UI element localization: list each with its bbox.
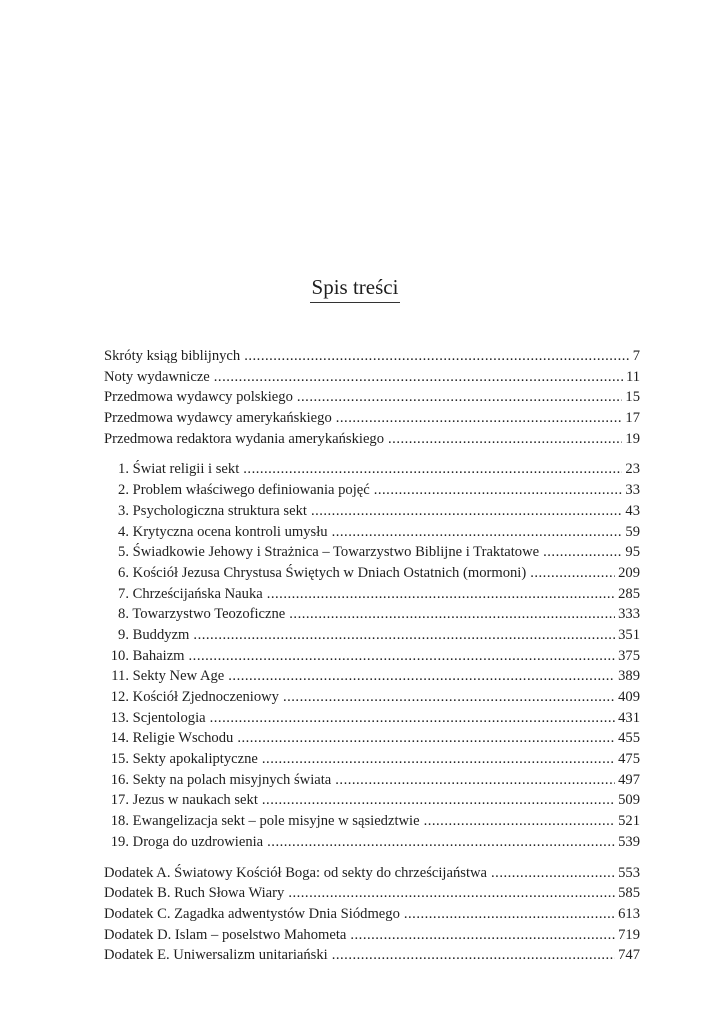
toc-page: 15 <box>625 389 640 406</box>
toc-leader <box>193 625 615 646</box>
toc-page: 19 <box>625 430 640 447</box>
chapter-number: 4. <box>118 523 129 540</box>
toc-label: Droga do uzdrowienia <box>132 833 264 850</box>
toc-leader <box>289 604 615 625</box>
toc-leader <box>311 501 622 522</box>
toc-label: Świadkowie Jehowy i Strażnica – Towarzystwo Biblijne i Traktatowe <box>132 544 540 561</box>
toc-page: 389 <box>618 668 640 685</box>
chapter-number: 5. <box>118 544 129 561</box>
toc-row[interactable] <box>104 925 640 946</box>
chapter-number: 17. <box>110 792 129 809</box>
toc-leader <box>244 346 629 367</box>
toc-label: Bahaizm <box>132 647 185 664</box>
page-title: Spis treści <box>310 274 401 303</box>
toc-page: 455 <box>618 730 640 747</box>
toc-label: Ewangelizacja sekt – pole misyjne w sąsiedztwie <box>132 813 420 830</box>
toc-row[interactable] <box>104 728 640 749</box>
chapter-number: 9. <box>118 626 129 643</box>
toc-label: Scjentologia <box>132 709 206 726</box>
toc-row[interactable] <box>104 790 640 811</box>
toc-row[interactable] <box>104 604 640 625</box>
chapter-number: 18. <box>110 813 129 830</box>
toc-leader <box>237 728 615 749</box>
toc-leader <box>288 883 615 904</box>
toc-row[interactable] <box>104 832 640 853</box>
toc-leader <box>210 708 615 729</box>
toc-page: 553 <box>618 864 640 881</box>
toc-row[interactable] <box>104 666 640 687</box>
toc-leader <box>262 790 615 811</box>
toc-label: Buddyzm <box>132 626 190 643</box>
toc-row[interactable] <box>104 770 640 791</box>
toc-leader <box>228 666 615 687</box>
toc-page: 7 <box>632 348 640 364</box>
toc-row[interactable] <box>104 387 640 408</box>
toc-label: Jezus w naukach sekt <box>132 792 258 809</box>
toc-page: 33 <box>625 482 640 499</box>
toc-page: 351 <box>618 626 640 643</box>
toc-leader <box>424 811 616 832</box>
toc-leader <box>262 749 615 770</box>
toc-leader <box>404 904 615 925</box>
toc-leader <box>374 480 623 501</box>
toc-leader <box>214 367 623 388</box>
toc-row[interactable] <box>104 522 640 543</box>
chapter-number: 14. <box>110 730 129 747</box>
chapter-number: 6. <box>118 564 129 581</box>
toc-label: Noty wydawnicze <box>104 368 210 385</box>
toc-page: 17 <box>625 410 640 427</box>
toc-appendices <box>104 863 640 966</box>
toc-front-matter <box>104 346 640 449</box>
toc-row[interactable] <box>104 883 640 904</box>
toc-page: 409 <box>618 689 640 705</box>
toc-label: Dodatek E. Uniwersalizm unitariański <box>104 947 328 964</box>
chapter-number: 15. <box>110 751 129 768</box>
toc-row[interactable] <box>104 646 640 667</box>
toc-label: Sekty New Age <box>132 668 225 685</box>
toc-row[interactable] <box>104 408 640 429</box>
toc-label: Przedmowa wydawcy amerykańskiego <box>104 410 332 427</box>
toc-label: Dodatek C. Zagadka adwentystów Dnia Siódmego <box>104 905 400 922</box>
toc-label: Świat religii i sekt <box>132 461 240 478</box>
toc-label: Kościół Zjednoczeniowy <box>132 689 279 705</box>
toc-label: Psychologiczna struktura sekt <box>132 502 307 519</box>
toc-page: 95 <box>625 544 640 561</box>
toc-label: Dodatek B. Ruch Słowa Wiary <box>104 885 285 902</box>
chapter-number: 13. <box>110 709 129 726</box>
toc-leader <box>283 687 615 708</box>
toc-leader <box>332 522 623 543</box>
toc-leader <box>543 542 622 563</box>
toc-page: 719 <box>618 926 640 943</box>
table-of-contents <box>104 346 640 966</box>
toc-page: 285 <box>618 585 640 602</box>
toc-leader <box>530 563 615 584</box>
toc-page: 585 <box>618 885 640 902</box>
toc-row[interactable] <box>104 501 640 522</box>
toc-leader <box>335 770 615 791</box>
toc-page: 475 <box>618 751 640 768</box>
chapter-number: 7. <box>118 585 129 602</box>
toc-label: Przedmowa redaktora wydania amerykańskiego <box>104 430 385 447</box>
toc-row[interactable] <box>104 367 640 388</box>
toc-row[interactable] <box>104 904 640 925</box>
toc-row[interactable] <box>104 346 640 367</box>
toc-label: Krytyczna ocena kontroli umysłu <box>132 523 328 540</box>
toc-row[interactable] <box>104 811 640 832</box>
toc-label: Sekty na polach misyjnych świata <box>132 771 332 788</box>
toc-row[interactable] <box>104 480 640 501</box>
toc-page: 59 <box>625 523 640 540</box>
toc-label: Towarzystwo Teozoficzne <box>132 606 286 623</box>
toc-page: 539 <box>618 833 640 850</box>
chapter-number: 19. <box>110 833 129 850</box>
toc-chapters <box>104 459 640 852</box>
toc-page: 11 <box>625 368 640 385</box>
chapter-number: 11. <box>111 668 129 685</box>
toc-label: Kościół Jezusa Chrystusa Świętych w Dniach Ostatnich (mormoni) <box>132 564 527 581</box>
toc-label: Skróty ksiąg biblijnych <box>104 348 241 364</box>
toc-page: 431 <box>618 709 640 726</box>
toc-page: 747 <box>618 947 640 964</box>
chapter-number: 8. <box>118 606 129 623</box>
toc-page: 509 <box>618 792 640 809</box>
toc-row[interactable] <box>104 584 640 605</box>
toc-leader <box>350 925 615 946</box>
toc-row[interactable] <box>104 563 640 584</box>
toc-row[interactable] <box>104 687 640 708</box>
chapter-number: 10. <box>110 647 129 664</box>
toc-page: 613 <box>618 905 640 922</box>
toc-label: Religie Wschodu <box>132 730 234 747</box>
toc-leader <box>491 863 615 884</box>
toc-leader <box>297 387 623 408</box>
chapter-number: 1. <box>118 461 129 478</box>
page-title-wrap <box>0 274 710 303</box>
toc-label: Dodatek D. Islam – poselstwo Mahometa <box>104 926 347 943</box>
toc-label: Problem właściwego definiowania pojęć <box>132 482 370 499</box>
chapter-number: 12. <box>110 689 129 705</box>
chapter-number: 2. <box>118 482 129 499</box>
toc-leader <box>267 832 615 853</box>
toc-leader <box>243 459 622 480</box>
toc-page: 521 <box>618 813 640 830</box>
toc-label: Chrześcijańska Nauka <box>132 585 263 602</box>
toc-leader <box>388 429 622 450</box>
toc-leader <box>267 584 615 605</box>
toc-label: Sekty apokaliptyczne <box>132 751 258 768</box>
toc-row[interactable] <box>104 459 640 480</box>
toc-leader <box>189 646 616 667</box>
toc-page: 333 <box>618 606 640 623</box>
toc-page: 497 <box>618 771 640 788</box>
toc-label: Dodatek A. Światowy Kościół Boga: od sekty do chrześcijaństwa <box>104 864 488 881</box>
toc-row[interactable] <box>104 945 640 966</box>
toc-leader <box>336 408 623 429</box>
toc-leader <box>332 945 615 966</box>
chapter-number: 16. <box>110 771 129 788</box>
toc-page: 43 <box>625 502 640 519</box>
toc-page: 209 <box>618 564 640 581</box>
toc-page: 375 <box>618 647 640 664</box>
chapter-number: 3. <box>118 502 129 519</box>
toc-row[interactable] <box>104 749 640 770</box>
toc-label: Przedmowa wydawcy polskiego <box>104 389 293 406</box>
toc-row[interactable] <box>104 429 640 450</box>
toc-page: 23 <box>625 461 640 478</box>
toc-row[interactable] <box>104 542 640 563</box>
toc-row[interactable] <box>104 625 640 646</box>
toc-row[interactable] <box>104 708 640 729</box>
toc-row[interactable] <box>104 863 640 884</box>
